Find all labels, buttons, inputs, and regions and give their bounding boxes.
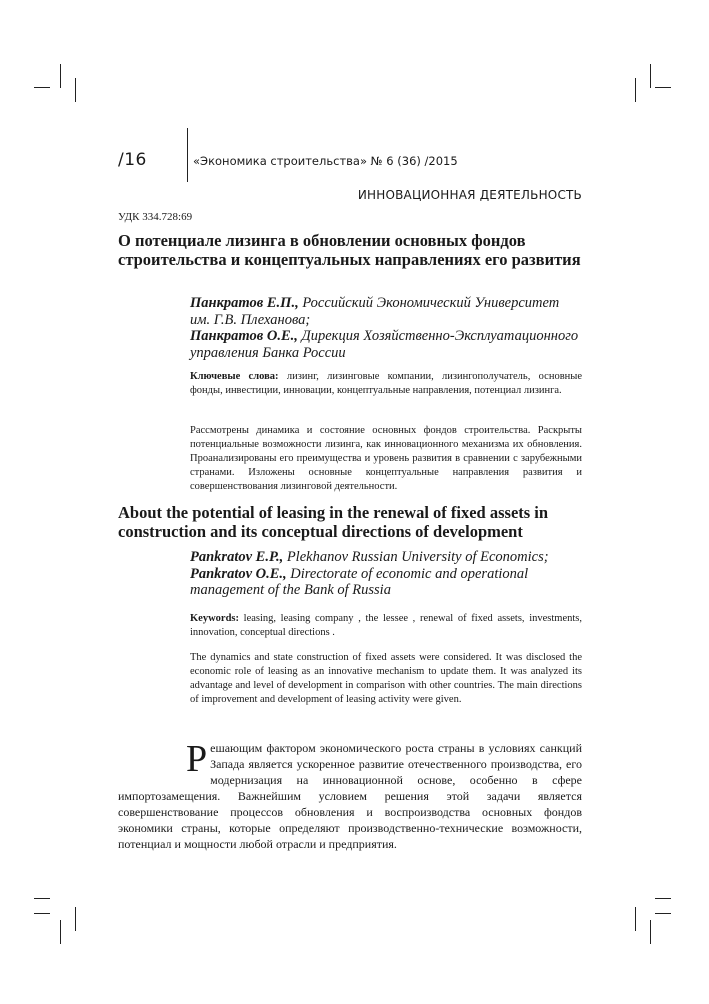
- crop-mark: [75, 78, 76, 102]
- crop-mark: [655, 898, 671, 899]
- article-title-en: About the potential of leasing in the renewal of fixed assets in construction and its conceptual directions of development: [118, 503, 549, 541]
- crop-mark: [650, 64, 651, 88]
- author2-name-en: Pankratov O.E.,: [190, 565, 287, 582]
- keywords-label-en: Keywords:: [190, 613, 239, 624]
- author2-name: Панкратов О.Е.,: [190, 328, 298, 344]
- keywords-text-en: leasing, leasing company , the lessee , renewal of fixed assets, investments, innovation, conceptual directions .: [190, 613, 582, 638]
- keywords-text: лизинг, лизинговые компании, лизингополучатель, основные фонды, инвестиции, инновации, концептуальные направления, потенциал лизинга.: [190, 371, 582, 396]
- author1-affiliation-en: Plekhanov Russian University of Economics;: [283, 549, 549, 565]
- body-text: ешающим фактором экономического роста страны в условиях санкций Запада является ускоренное развитие отечественного производства, его модернизация на инновационной основе, особенно в сфере импортозамещения. Важнейшим условием решения этой задачи является совершенствование процессов обновления и воспроизводства основных фондов экономики страны, которые определяют производственно-технические возможности, потенциал и мощности любой отрасли и предприятия.: [118, 741, 582, 851]
- abstract-en: The dynamics and state construction of fixed assets were considered. It was disclosed the economic role of leasing as an innovative mechanism to update them. It was analyzed its advantage and level of development in comparison with other countries. The main directions of improvement and development of leasing activity were given.: [190, 652, 582, 705]
- crop-mark: [34, 913, 50, 914]
- udk-code: УДК 334.728:69: [118, 211, 193, 223]
- abstract-ru: Рассмотрены динамика и состояние основных фондов строительства. Раскрыты потенциальные возможности лизинга, как инновационного механизма их обновления. Проанализированы его преимущества и уровень развития в сравнении с зарубежными странами. Изложены основные концептуальные направления развития и совершенствования лизинговой деятельности.: [190, 425, 582, 492]
- author1-affiliation: Российский Экономический Университет им. Г.В. Плеханова;: [190, 295, 560, 328]
- authors-ru: [190, 295, 580, 361]
- crop-mark: [655, 913, 671, 914]
- header-divider: [187, 128, 188, 182]
- page-number: /16: [118, 150, 147, 170]
- authors-en: [190, 549, 582, 599]
- crop-mark: [75, 907, 76, 931]
- crop-mark: [635, 78, 636, 102]
- keywords-ru: [190, 370, 582, 398]
- crop-mark: [34, 898, 50, 899]
- keywords-en: [190, 612, 582, 640]
- crop-mark: [655, 87, 671, 88]
- crop-mark: [635, 907, 636, 931]
- body-paragraph: [118, 740, 582, 852]
- section-title: ИННОВАЦИОННАЯ ДЕЯТЕЛЬНОСТЬ: [357, 188, 582, 202]
- author1-name: Панкратов Е.П.,: [190, 295, 299, 311]
- drop-cap: Р: [186, 738, 208, 780]
- keywords-label: Ключевые слова:: [190, 371, 279, 382]
- crop-mark: [60, 64, 61, 88]
- author2-affiliation-en: Directorate of economic and operational management of the Bank of Russia: [190, 565, 529, 598]
- crop-mark: [60, 920, 61, 944]
- crop-mark: [650, 920, 651, 944]
- author2-affiliation: Дирекция Хозяйственно-Эксплуатационного управления Банка России: [190, 328, 579, 361]
- article-title-ru: О потенциале лизинга в обновлении основных фондов строительства и концептуальных направлениях его развития: [118, 231, 581, 269]
- journal-title: «Экономика строительства» № 6 (36) /2015: [193, 154, 458, 168]
- author1-name-en: Pankratov E.P.,: [190, 549, 284, 565]
- crop-mark: [34, 87, 50, 88]
